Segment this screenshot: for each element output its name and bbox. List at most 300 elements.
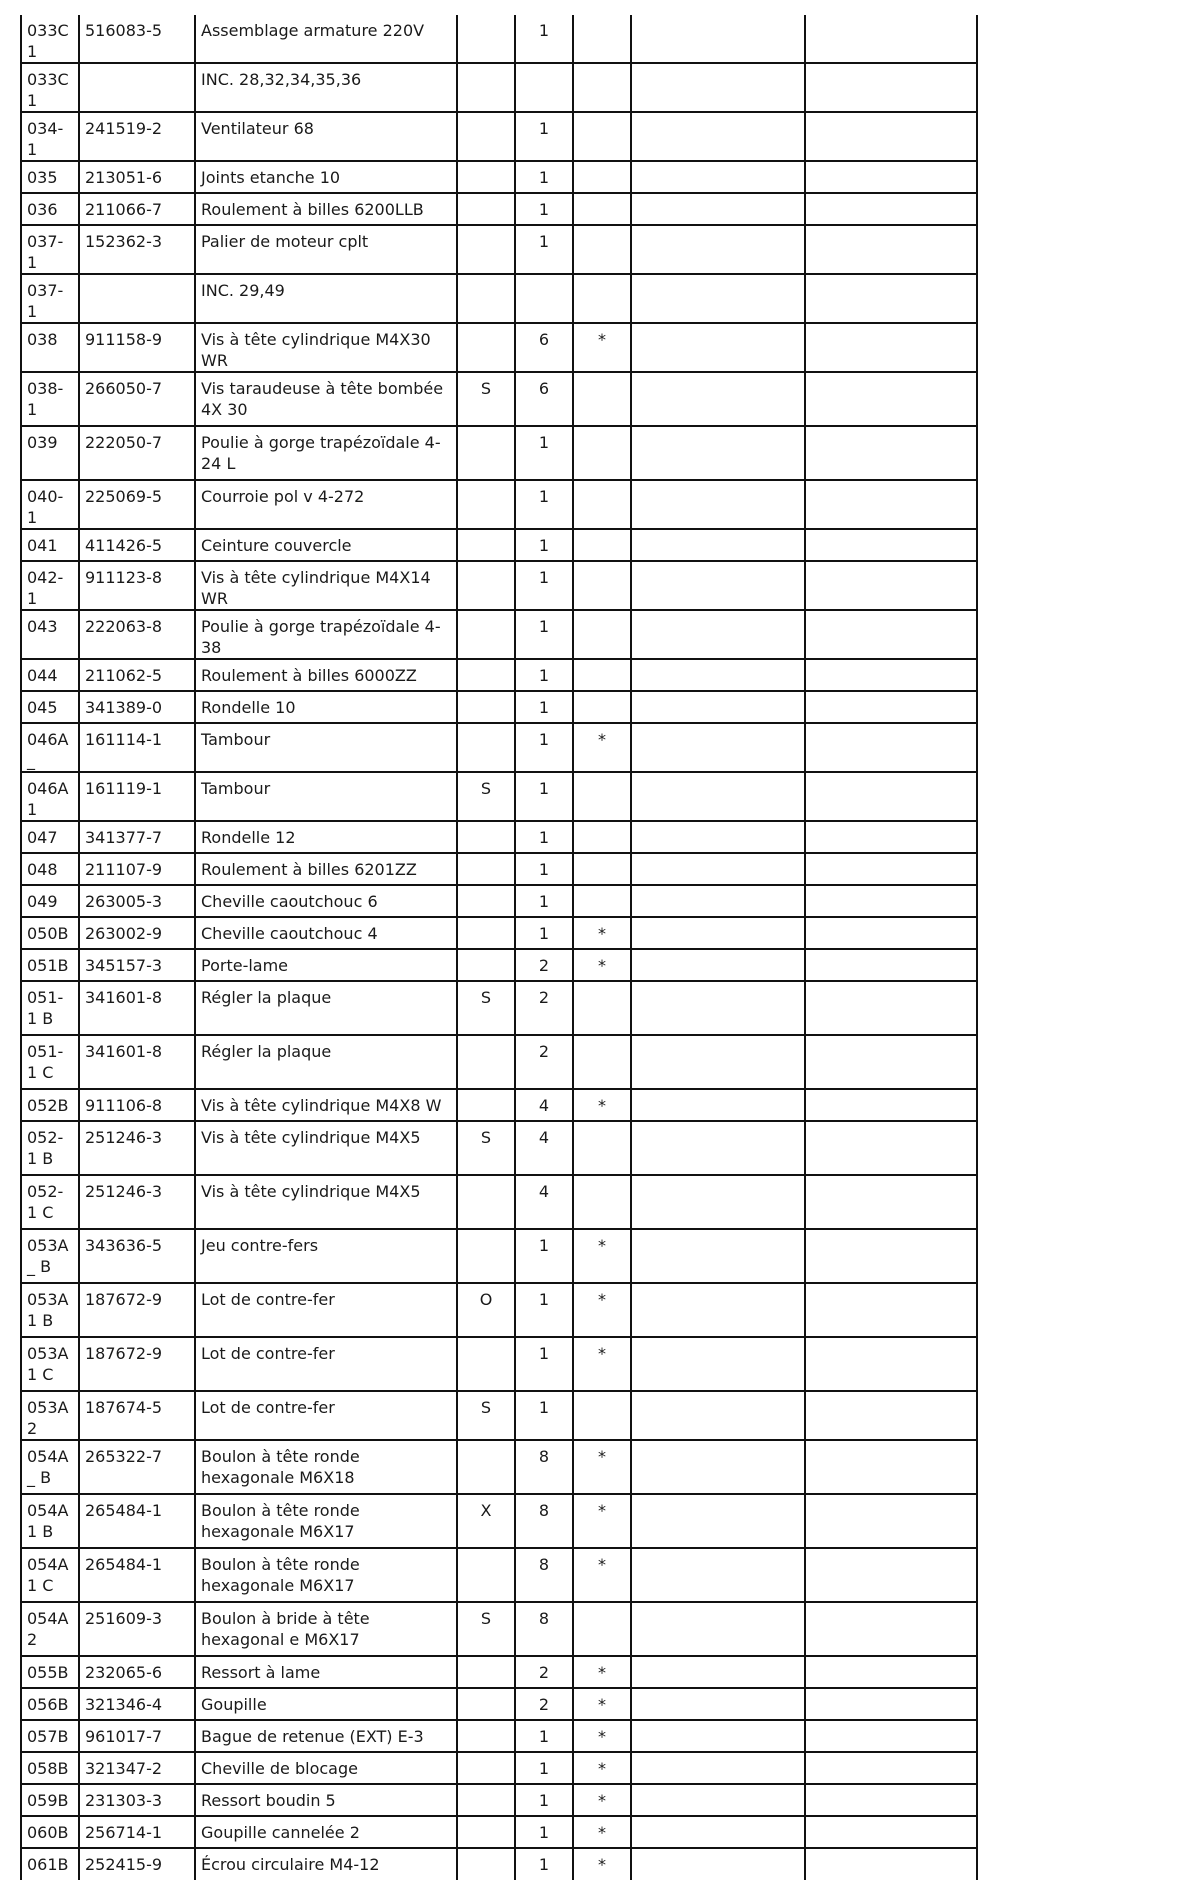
flag-cell [457, 161, 515, 193]
table-row [21, 1720, 977, 1752]
item-number-cell: 047 [21, 821, 79, 853]
quantity-cell: 6 [515, 372, 573, 426]
part-number-cell: 161114-1 [79, 723, 195, 772]
part-number-cell: 321346-4 [79, 1688, 195, 1720]
blank-cell [631, 112, 805, 161]
quantity-cell: 1 [515, 1391, 573, 1440]
item-number-cell: 053A1 C [21, 1337, 79, 1391]
item-number-cell: 054A_ B [21, 1440, 79, 1494]
blank-cell [805, 161, 977, 193]
description-cell: Boulon à tête ronde hexagonale M6X17 [195, 1548, 457, 1602]
item-number-cell: 059B [21, 1784, 79, 1816]
quantity-cell: 1 [515, 1848, 573, 1880]
blank-cell [805, 1688, 977, 1720]
part-number-cell: 161119-1 [79, 772, 195, 821]
description-cell: Régler la plaque [195, 981, 457, 1035]
blank-cell [631, 1391, 805, 1440]
quantity-cell: 2 [515, 981, 573, 1035]
blank-cell [631, 1752, 805, 1784]
note-cell: * [573, 1688, 631, 1720]
table-row [21, 1440, 977, 1494]
note-cell [573, 1602, 631, 1656]
flag-cell [457, 323, 515, 372]
description-cell: Vis à tête cylindrique M4X8 W [195, 1089, 457, 1121]
description-cell: Cheville caoutchouc 6 [195, 885, 457, 917]
blank-cell [631, 1688, 805, 1720]
item-number-cell: 053A2 [21, 1391, 79, 1440]
blank-cell [631, 1602, 805, 1656]
blank-cell [631, 917, 805, 949]
note-cell [573, 1121, 631, 1175]
part-number-cell: 263002-9 [79, 917, 195, 949]
blank-cell [805, 1175, 977, 1229]
flag-cell [457, 426, 515, 480]
item-number-cell: 033C1 [21, 15, 79, 63]
part-number-cell: 321347-2 [79, 1752, 195, 1784]
flag-cell [457, 1688, 515, 1720]
part-number-cell: 211107-9 [79, 853, 195, 885]
blank-cell [805, 1656, 977, 1688]
flag-cell [457, 659, 515, 691]
blank-cell [631, 161, 805, 193]
flag-cell: S [457, 981, 515, 1035]
table-row [21, 1848, 977, 1880]
table-row [21, 15, 977, 63]
description-cell: Boulon à tête ronde hexagonale M6X17 [195, 1494, 457, 1548]
blank-cell [805, 723, 977, 772]
blank-cell [631, 1548, 805, 1602]
table-row [21, 1035, 977, 1089]
table-row [21, 372, 977, 426]
flag-cell: X [457, 1494, 515, 1548]
description-cell: Lot de contre-fer [195, 1337, 457, 1391]
quantity-cell: 1 [515, 15, 573, 63]
note-cell [573, 610, 631, 659]
blank-cell [805, 691, 977, 723]
quantity-cell: 1 [515, 885, 573, 917]
part-number-cell: 343636-5 [79, 1229, 195, 1283]
blank-cell [805, 1602, 977, 1656]
flag-cell: O [457, 1283, 515, 1337]
part-number-cell: 252415-9 [79, 1848, 195, 1880]
table-row [21, 1656, 977, 1688]
quantity-cell: 1 [515, 610, 573, 659]
description-cell: Écrou circulaire M4-12 [195, 1848, 457, 1880]
table-row [21, 1283, 977, 1337]
item-number-cell: 034-1 [21, 112, 79, 161]
item-number-cell: 050B [21, 917, 79, 949]
table-row [21, 274, 977, 323]
blank-cell [805, 1848, 977, 1880]
note-cell: * [573, 917, 631, 949]
part-number-cell: 211062-5 [79, 659, 195, 691]
blank-cell [805, 917, 977, 949]
note-cell: * [573, 1229, 631, 1283]
note-cell [573, 480, 631, 529]
table-row [21, 885, 977, 917]
table-row [21, 917, 977, 949]
quantity-cell: 1 [515, 659, 573, 691]
description-cell: Ressort à lame [195, 1656, 457, 1688]
table-row [21, 480, 977, 529]
blank-cell [805, 193, 977, 225]
note-cell: * [573, 1848, 631, 1880]
note-cell [573, 372, 631, 426]
blank-cell [631, 1035, 805, 1089]
flag-cell [457, 1656, 515, 1688]
blank-cell [631, 610, 805, 659]
table-row [21, 1391, 977, 1440]
note-cell: * [573, 323, 631, 372]
blank-cell [631, 885, 805, 917]
note-cell [573, 561, 631, 610]
part-number-cell: 187672-9 [79, 1283, 195, 1337]
quantity-cell: 1 [515, 561, 573, 610]
quantity-cell: 8 [515, 1602, 573, 1656]
table-row [21, 821, 977, 853]
item-number-cell: 061B [21, 1848, 79, 1880]
description-cell: Cheville de blocage [195, 1752, 457, 1784]
description-cell: Vis à tête cylindrique M4X14 WR [195, 561, 457, 610]
table-row [21, 723, 977, 772]
description-cell: Ceinture couvercle [195, 529, 457, 561]
table-row [21, 772, 977, 821]
note-cell: * [573, 949, 631, 981]
blank-cell [631, 1121, 805, 1175]
part-number-cell: 222050-7 [79, 426, 195, 480]
flag-cell [457, 225, 515, 274]
note-cell: * [573, 1440, 631, 1494]
item-number-cell: 058B [21, 1752, 79, 1784]
parts-list-body [21, 15, 977, 1880]
description-cell: Assemblage armature 220V [195, 15, 457, 63]
blank-cell [631, 853, 805, 885]
parts-list-table [20, 15, 978, 1880]
flag-cell: S [457, 1391, 515, 1440]
flag-cell [457, 1848, 515, 1880]
quantity-cell: 1 [515, 853, 573, 885]
part-number-cell: 211066-7 [79, 193, 195, 225]
blank-cell [805, 1391, 977, 1440]
part-number-cell [79, 63, 195, 112]
part-number-cell: 265484-1 [79, 1548, 195, 1602]
blank-cell [805, 480, 977, 529]
table-row [21, 659, 977, 691]
blank-cell [631, 480, 805, 529]
flag-cell: S [457, 1121, 515, 1175]
item-number-cell: 046A1 [21, 772, 79, 821]
flag-cell [457, 112, 515, 161]
part-number-cell: 251609-3 [79, 1602, 195, 1656]
note-cell [573, 193, 631, 225]
flag-cell [457, 949, 515, 981]
blank-cell [805, 63, 977, 112]
blank-cell [805, 1816, 977, 1848]
part-number-cell: 187674-5 [79, 1391, 195, 1440]
description-cell: Rondelle 12 [195, 821, 457, 853]
blank-cell [631, 1440, 805, 1494]
quantity-cell: 6 [515, 323, 573, 372]
blank-cell [631, 821, 805, 853]
item-number-cell: 037-1 [21, 274, 79, 323]
part-number-cell: 231303-3 [79, 1784, 195, 1816]
description-cell: Poulie à gorge trapézoïdale 4-38 [195, 610, 457, 659]
flag-cell [457, 610, 515, 659]
quantity-cell: 1 [515, 161, 573, 193]
blank-cell [805, 1283, 977, 1337]
blank-cell [805, 225, 977, 274]
blank-cell [631, 274, 805, 323]
flag-cell [457, 1440, 515, 1494]
blank-cell [631, 1089, 805, 1121]
part-number-cell: 341377-7 [79, 821, 195, 853]
flag-cell [457, 1175, 515, 1229]
note-cell: * [573, 1816, 631, 1848]
blank-cell [805, 1494, 977, 1548]
description-cell: Porte-lame [195, 949, 457, 981]
blank-cell [805, 981, 977, 1035]
quantity-cell: 1 [515, 917, 573, 949]
note-cell [573, 274, 631, 323]
table-row [21, 561, 977, 610]
item-number-cell: 043 [21, 610, 79, 659]
blank-cell [631, 561, 805, 610]
blank-cell [805, 323, 977, 372]
blank-cell [805, 772, 977, 821]
note-cell [573, 981, 631, 1035]
part-number-cell: 911123-8 [79, 561, 195, 610]
flag-cell [457, 480, 515, 529]
blank-cell [631, 1656, 805, 1688]
description-cell: Vis taraudeuse à tête bombée 4X 30 [195, 372, 457, 426]
blank-cell [631, 1494, 805, 1548]
quantity-cell: 4 [515, 1089, 573, 1121]
flag-cell [457, 1035, 515, 1089]
table-row [21, 949, 977, 981]
blank-cell [631, 1720, 805, 1752]
note-cell [573, 1391, 631, 1440]
item-number-cell: 041 [21, 529, 79, 561]
quantity-cell: 2 [515, 1656, 573, 1688]
blank-cell [805, 15, 977, 63]
flag-cell: S [457, 372, 515, 426]
part-number-cell: 263005-3 [79, 885, 195, 917]
part-number-cell: 251246-3 [79, 1121, 195, 1175]
description-cell: Boulon à tête ronde hexagonale M6X18 [195, 1440, 457, 1494]
quantity-cell: 1 [515, 225, 573, 274]
note-cell: * [573, 1720, 631, 1752]
blank-cell [631, 1337, 805, 1391]
table-row [21, 1229, 977, 1283]
blank-cell [631, 949, 805, 981]
item-number-cell: 057B [21, 1720, 79, 1752]
item-number-cell: 042-1 [21, 561, 79, 610]
table-row [21, 1337, 977, 1391]
quantity-cell: 8 [515, 1440, 573, 1494]
note-cell [573, 821, 631, 853]
blank-cell [631, 659, 805, 691]
item-number-cell: 046A_ [21, 723, 79, 772]
table-row [21, 323, 977, 372]
quantity-cell: 1 [515, 1229, 573, 1283]
quantity-cell: 1 [515, 529, 573, 561]
note-cell [573, 63, 631, 112]
item-number-cell: 052B [21, 1089, 79, 1121]
flag-cell [457, 1337, 515, 1391]
blank-cell [805, 529, 977, 561]
table-row [21, 610, 977, 659]
quantity-cell: 1 [515, 1784, 573, 1816]
blank-cell [805, 821, 977, 853]
note-cell: * [573, 1548, 631, 1602]
part-number-cell: 265484-1 [79, 1494, 195, 1548]
blank-cell [631, 372, 805, 426]
item-number-cell: 060B [21, 1816, 79, 1848]
quantity-cell: 1 [515, 723, 573, 772]
quantity-cell: 1 [515, 193, 573, 225]
table-row [21, 1494, 977, 1548]
flag-cell [457, 885, 515, 917]
quantity-cell [515, 274, 573, 323]
description-cell: Lot de contre-fer [195, 1391, 457, 1440]
description-cell: Goupille cannelée 2 [195, 1816, 457, 1848]
blank-cell [805, 1440, 977, 1494]
flag-cell [457, 1784, 515, 1816]
quantity-cell [515, 63, 573, 112]
table-row [21, 1784, 977, 1816]
item-number-cell: 056B [21, 1688, 79, 1720]
blank-cell [631, 1283, 805, 1337]
description-cell: Rondelle 10 [195, 691, 457, 723]
item-number-cell: 053A_ B [21, 1229, 79, 1283]
quantity-cell: 4 [515, 1121, 573, 1175]
part-number-cell: 911106-8 [79, 1089, 195, 1121]
blank-cell [631, 225, 805, 274]
item-number-cell: 038 [21, 323, 79, 372]
blank-cell [805, 1035, 977, 1089]
flag-cell [457, 1816, 515, 1848]
note-cell: * [573, 1752, 631, 1784]
table-row [21, 1089, 977, 1121]
blank-cell [805, 949, 977, 981]
flag-cell [457, 63, 515, 112]
part-number-cell [79, 274, 195, 323]
blank-cell [805, 1229, 977, 1283]
blank-cell [631, 691, 805, 723]
blank-cell [631, 1848, 805, 1880]
part-number-cell: 256714-1 [79, 1816, 195, 1848]
description-cell: Goupille [195, 1688, 457, 1720]
note-cell [573, 691, 631, 723]
note-cell: * [573, 1089, 631, 1121]
note-cell: * [573, 1494, 631, 1548]
note-cell [573, 426, 631, 480]
quantity-cell: 1 [515, 480, 573, 529]
quantity-cell: 2 [515, 1035, 573, 1089]
quantity-cell: 1 [515, 772, 573, 821]
description-cell: Tambour [195, 723, 457, 772]
note-cell [573, 529, 631, 561]
note-cell [573, 15, 631, 63]
description-cell: Palier de moteur cplt [195, 225, 457, 274]
note-cell: * [573, 1656, 631, 1688]
item-number-cell: 054A2 [21, 1602, 79, 1656]
blank-cell [631, 193, 805, 225]
item-number-cell: 054A1 C [21, 1548, 79, 1602]
blank-cell [631, 323, 805, 372]
quantity-cell: 1 [515, 426, 573, 480]
table-row [21, 853, 977, 885]
note-cell [573, 885, 631, 917]
part-number-cell: 341601-8 [79, 981, 195, 1035]
blank-cell [631, 426, 805, 480]
flag-cell [457, 821, 515, 853]
part-number-cell: 345157-3 [79, 949, 195, 981]
item-number-cell: 037-1 [21, 225, 79, 274]
table-row [21, 529, 977, 561]
description-cell: Cheville caoutchouc 4 [195, 917, 457, 949]
quantity-cell: 8 [515, 1494, 573, 1548]
quantity-cell: 1 [515, 112, 573, 161]
quantity-cell: 2 [515, 1688, 573, 1720]
note-cell [573, 161, 631, 193]
blank-cell [805, 372, 977, 426]
blank-cell [805, 659, 977, 691]
description-cell: Vis à tête cylindrique M4X5 [195, 1121, 457, 1175]
note-cell [573, 659, 631, 691]
table-row [21, 1688, 977, 1720]
note-cell: * [573, 1283, 631, 1337]
part-number-cell: 225069-5 [79, 480, 195, 529]
flag-cell [457, 1720, 515, 1752]
part-number-cell: 187672-9 [79, 1337, 195, 1391]
part-number-cell: 152362-3 [79, 225, 195, 274]
item-number-cell: 051-1 C [21, 1035, 79, 1089]
part-number-cell: 265322-7 [79, 1440, 195, 1494]
part-number-cell: 516083-5 [79, 15, 195, 63]
table-row [21, 63, 977, 112]
flag-cell: S [457, 1602, 515, 1656]
item-number-cell: 040-1 [21, 480, 79, 529]
item-number-cell: 054A1 B [21, 1494, 79, 1548]
blank-cell [631, 723, 805, 772]
note-cell: * [573, 723, 631, 772]
blank-cell [805, 1089, 977, 1121]
table-row [21, 1175, 977, 1229]
part-number-cell: 961017-7 [79, 1720, 195, 1752]
description-cell: Roulement à billes 6201ZZ [195, 853, 457, 885]
part-number-cell: 266050-7 [79, 372, 195, 426]
blank-cell [631, 1229, 805, 1283]
flag-cell [457, 1089, 515, 1121]
item-number-cell: 049 [21, 885, 79, 917]
blank-cell [805, 1548, 977, 1602]
flag-cell [457, 917, 515, 949]
blank-cell [631, 1175, 805, 1229]
part-number-cell: 241519-2 [79, 112, 195, 161]
quantity-cell: 1 [515, 1752, 573, 1784]
blank-cell [805, 1337, 977, 1391]
item-number-cell: 036 [21, 193, 79, 225]
item-number-cell: 051B [21, 949, 79, 981]
item-number-cell: 052-1 B [21, 1121, 79, 1175]
flag-cell [457, 561, 515, 610]
item-number-cell: 048 [21, 853, 79, 885]
description-cell: Jeu contre-fers [195, 1229, 457, 1283]
flag-cell [457, 274, 515, 323]
description-cell: Roulement à billes 6000ZZ [195, 659, 457, 691]
table-row [21, 1121, 977, 1175]
